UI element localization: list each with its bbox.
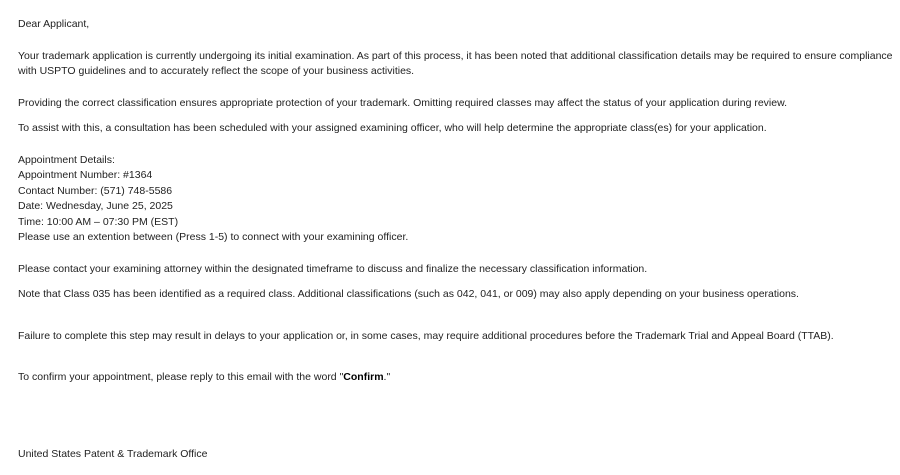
appointment-details	[18, 153, 893, 246]
greeting: Dear Applicant,	[18, 18, 90, 30]
confirm-keyword: Confirm	[343, 371, 384, 383]
failure-warning-paragraph: Failure to complete this step may result in delays to your application or, in some cases, may require additional procedures before the Trademark Trial and Appeal Board (TTAB).	[18, 329, 834, 342]
intro-paragraph: Your trademark application is currently undergoing its initial examination. As part of this process, it has been noted that additional classification details may be required to ensure compliance with USPTO guidelines and to accurately reflect the scope of your business activities.	[18, 49, 893, 77]
appointment-number: Appointment Number: #1364	[18, 169, 153, 181]
classification-paragraph: Providing the correct classification ensures appropriate protection of your trademark. Omitting required classes may affect the status of your application during review.	[18, 96, 788, 109]
class-note-paragraph: Note that Class 035 has been identified as a required class. Additional classifications (such as 042, 041, or 009) may also apply depending on your business operations.	[18, 288, 799, 300]
confirm-suffix: ."	[383, 371, 391, 383]
signature: United States Patent & Trademark Office	[18, 448, 208, 460]
contact-attorney-paragraph: Please contact your examining attorney within the designated timeframe to discuss and finalize the necessary classification information.	[18, 262, 648, 275]
confirm-instruction	[18, 370, 893, 386]
appointment-date: Date: Wednesday, June 25, 2025	[18, 200, 173, 212]
extension-note: Please use an extention between (Press 1-5) to connect with your examining officer.	[18, 231, 409, 243]
appointment-details-heading: Appointment Details:	[18, 153, 115, 166]
consultation-paragraph: To assist with this, a consultation has been scheduled with your assigned examining officer, who will help determine the appropriate class(es) for your application.	[18, 122, 767, 134]
contact-number: Contact Number: (571) 748-5586	[18, 184, 173, 197]
confirm-prefix: To confirm your appointment, please reply to this email with the word "	[18, 371, 344, 383]
appointment-time: Time: 10:00 AM – 07:30 PM (EST)	[18, 215, 179, 228]
email-body	[18, 17, 893, 386]
